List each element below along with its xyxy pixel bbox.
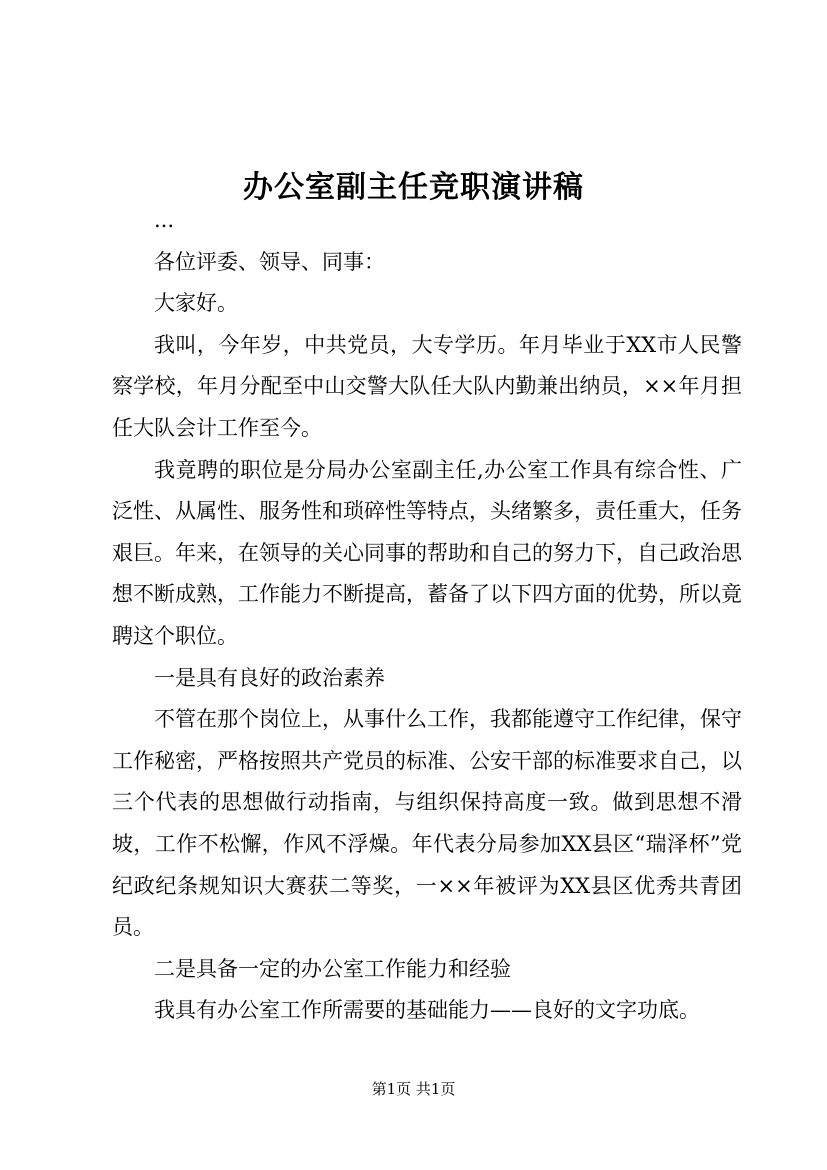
salutation-paragraph: 各位评委、领导、同事： <box>154 249 385 274</box>
ellipsis-paragraph: ... <box>154 208 175 232</box>
document-title: 办公室副主任竞职演讲稿 <box>243 170 584 206</box>
document-body <box>112 200 742 1032</box>
position-paragraph: 我竟聘的职位是分局办公室副主任,办公室工作具有综合性、广泛性、从属性、服务性和琐碎性等特点，头绪繁多，责任重大，任务艰巨。年来，在领导的关心同事的帮助和自己的努力下，自己政治思想不断成熟，工作能力不断提高，蓄备了以下四方面的优势，所以竟聘这个职位。 <box>112 457 742 648</box>
political-quality-paragraph: 不管在那个岗位上，从事什么工作，我都能遵守工作纪律，保守工作秘密，严格按照共产党员的标准、公安干部的标准要求自己，以三个代表的思想做行动指南，与组织保持高度一致。做到思想不滑坡，工作不松懈，作风不浮燥。年代表分局参加XX县区“瑞泽杯”党纪政纪条规知识大赛获二等奖，一××年被评为XX县区优秀共青团员。 <box>112 707 742 940</box>
section-heading-office-ability: 二是具备一定的办公室工作能力和经验 <box>154 956 511 981</box>
office-ability-paragraph: 我具有办公室工作所需要的基础能力——良好的文字功底。 <box>154 998 700 1023</box>
page-footer: 第1页 共1页 <box>371 1080 456 1098</box>
self-introduction-paragraph: 我叫，今年岁，中共党员，大专学历。年月毕业于XX市人民警察学校，年月分配至中山交警大队任大队内勤兼出纳员，××年月担任大队会计工作至今。 <box>112 332 742 440</box>
greeting-paragraph: 大家好。 <box>154 291 238 316</box>
section-heading-political: 一是具有良好的政治素养 <box>154 665 385 690</box>
